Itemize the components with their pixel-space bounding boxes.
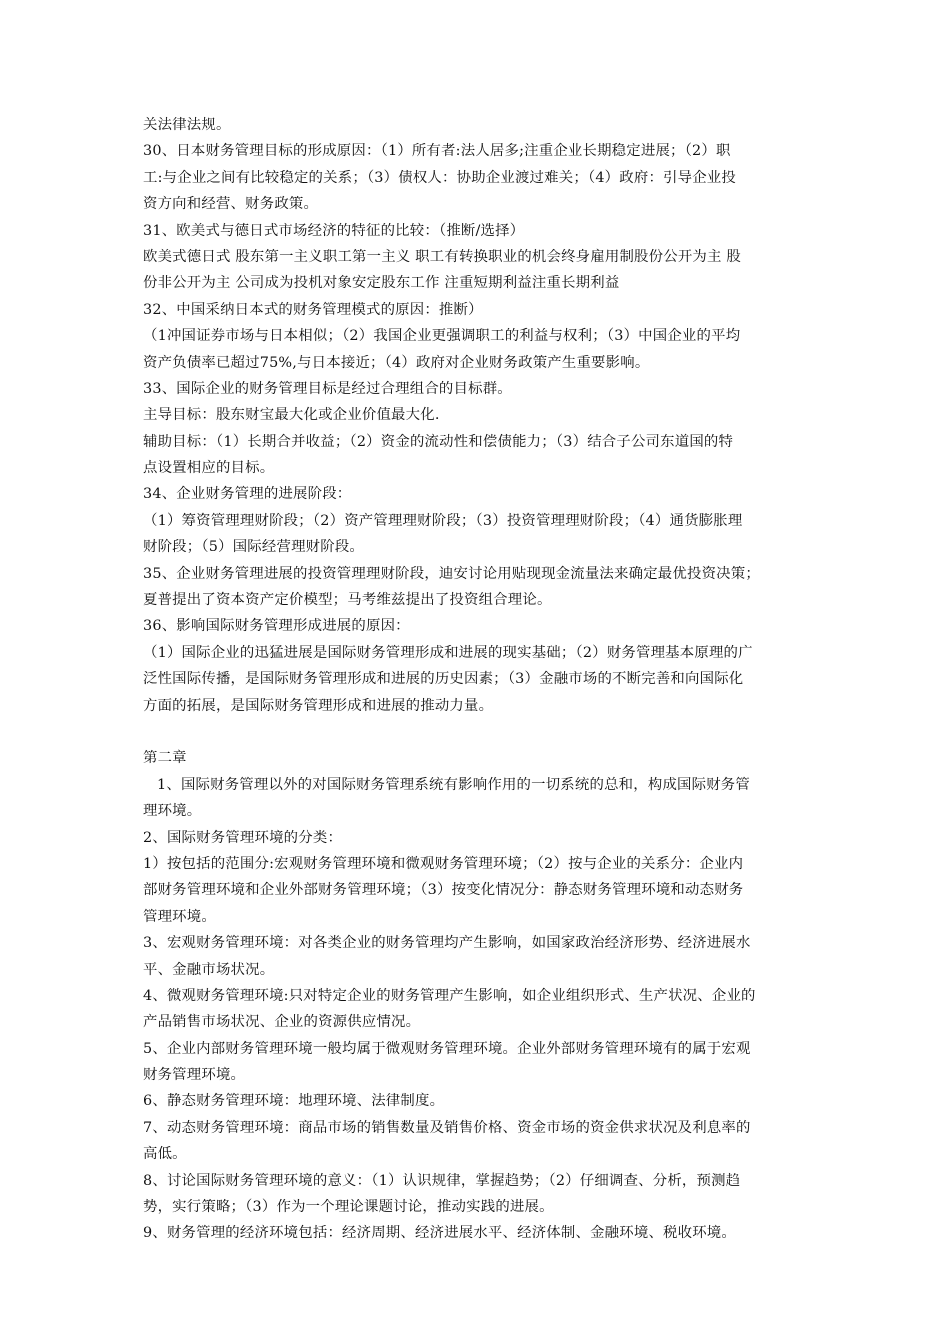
text-line: 势，实行策略；（3）作为一个理论课题讨论，推动实践的进展。	[143, 1199, 554, 1216]
text-line: 财务管理环境。	[143, 1067, 246, 1084]
text-line: 5、企业内部财务管理环境一般均属于微观财务管理环境。企业外部财务管理环境有的属于宏观	[143, 1040, 751, 1057]
text-line: 33、国际企业的财务管理目标是经过合理组合的目标群。	[143, 380, 512, 397]
text-line: 夏普提出了资本资产定价模型；马考维兹提出了投资组合理论。	[143, 592, 552, 609]
text-line: 部财务管理环境和企业外部财务管理环境；（3）按变化情况分：静态财务管理环境和动态财务	[143, 882, 744, 899]
text-line: （1冲国证券市场与日本相似；（2）我国企业更强调职工的利益与权利；（3）中国企业的平均	[143, 328, 741, 345]
text-line: 平、金融市场状况。	[143, 961, 275, 978]
text-line: 34、企业财务管理的进展阶段：	[143, 486, 352, 503]
text-line: 关法律法规。	[143, 117, 231, 133]
text-line: 2、国际财务管理环境的分类：	[143, 829, 343, 846]
blank-line	[143, 719, 818, 745]
text-line: 35、企业财务管理进展的投资管理理财阶段，迪安讨论用贴现现金流量法来确定最优投资决策；	[143, 565, 760, 582]
text-line: 财阶段；（5）国际经营理财阶段。	[143, 539, 365, 556]
text-line: 1、国际财务管理以外的对国际财务管理系统有影响作用的一切系统的总和，构成国际财务管	[157, 776, 750, 793]
text-line: 管理环境。	[143, 908, 216, 925]
text-line: （1）国际企业的迅猛进展是国际财务管理形成和进展的现实基础；（2）财务管理基本原理的广	[143, 644, 753, 661]
text-line: 30、日本财务管理目标的形成原因：（1）所有者:法人居多;注重企业长期稳定进展；（2）职	[143, 143, 731, 160]
text-line: 主导目标：股东财宝最大化或企业价值最大化.	[143, 407, 440, 424]
text-line: 理环境。	[143, 803, 202, 820]
text-line: 31、欧美式与德日式市场经济的特征的比较：（推断/选择）	[143, 222, 525, 239]
text-line: 产品销售市场状况、企业的资源供应情况。	[143, 1014, 421, 1031]
text-line: 方面的拓展，是国际财务管理形成和进展的推动力量。	[143, 697, 494, 714]
text-line: 32、中国采纳日本式的财务管理模式的原因：推断）	[143, 301, 483, 318]
text-line: （1）筹资管理理财阶段；（2）资产管理理财阶段；（3）投资管理理财阶段；（4）通货膨胀理	[143, 512, 743, 529]
text-line: 工:与企业之间有比较稳定的关系；（3）债权人：协助企业渡过难关；（4）政府：引导企业投	[143, 169, 736, 186]
text-line: 7、动态财务管理环境：商品市场的销售数量及销售价格、资金市场的资金供求状况及利息率的	[143, 1119, 751, 1136]
text-line: 36、影响国际财务管理形成进展的原因：	[143, 618, 410, 635]
text-line: 1）按包括的范围分:宏观财务管理环境和微观财务管理环境；（2）按与企业的关系分：企业内	[143, 855, 744, 872]
text-line: 6、静态财务管理环境：地理环境、法律制度。	[143, 1093, 445, 1110]
text-line: 泛性国际传播，是国际财务管理形成和进展的历史因素；（3）金融市场的不断完善和向国际化	[143, 671, 744, 688]
text-line: 高低。	[143, 1146, 187, 1163]
text-line: 点设置相应的目标。	[143, 460, 275, 477]
document-body	[143, 112, 818, 1247]
text-line: 9、财务管理的经济环境包括：经济周期、经济进展水平、经济体制、金融环境、税收环境。	[143, 1225, 736, 1242]
text-line: 份非公开为主 公司成为投机对象安定股东工作 注重短期利益注重长期利益	[143, 275, 620, 292]
text-line: 资方向和经营、财务政策。	[143, 196, 319, 213]
text-line: 资产负债率已超过75%,与日本接近；（4）政府对企业财务政策产生重要影响。	[143, 354, 650, 371]
text-line: 辅助目标：（1）长期合并收益；（2）资金的流动性和偿债能力；（3）结合子公司东道国的特	[143, 433, 734, 450]
text-line: 4、微观财务管理环境:只对特定企业的财务管理产生影响，如企业组织形式、生产状况、企业的	[143, 987, 756, 1004]
text-line: 8、讨论国际财务管理环境的意义：（1）认识规律，掌握趋势；（2）仔细调查、分析，预测趋	[143, 1172, 741, 1189]
text-line: 欧美式德日式 股东第一主义职工第一主义 职工有转换职业的机会终身雇用制股份公开为主 股	[143, 248, 741, 265]
text-line: 3、宏观财务管理环境：对各类企业的财务管理均产生影响，如国家政治经济形势、经济进展水	[143, 935, 751, 952]
chapter-heading: 第二章	[143, 750, 187, 767]
